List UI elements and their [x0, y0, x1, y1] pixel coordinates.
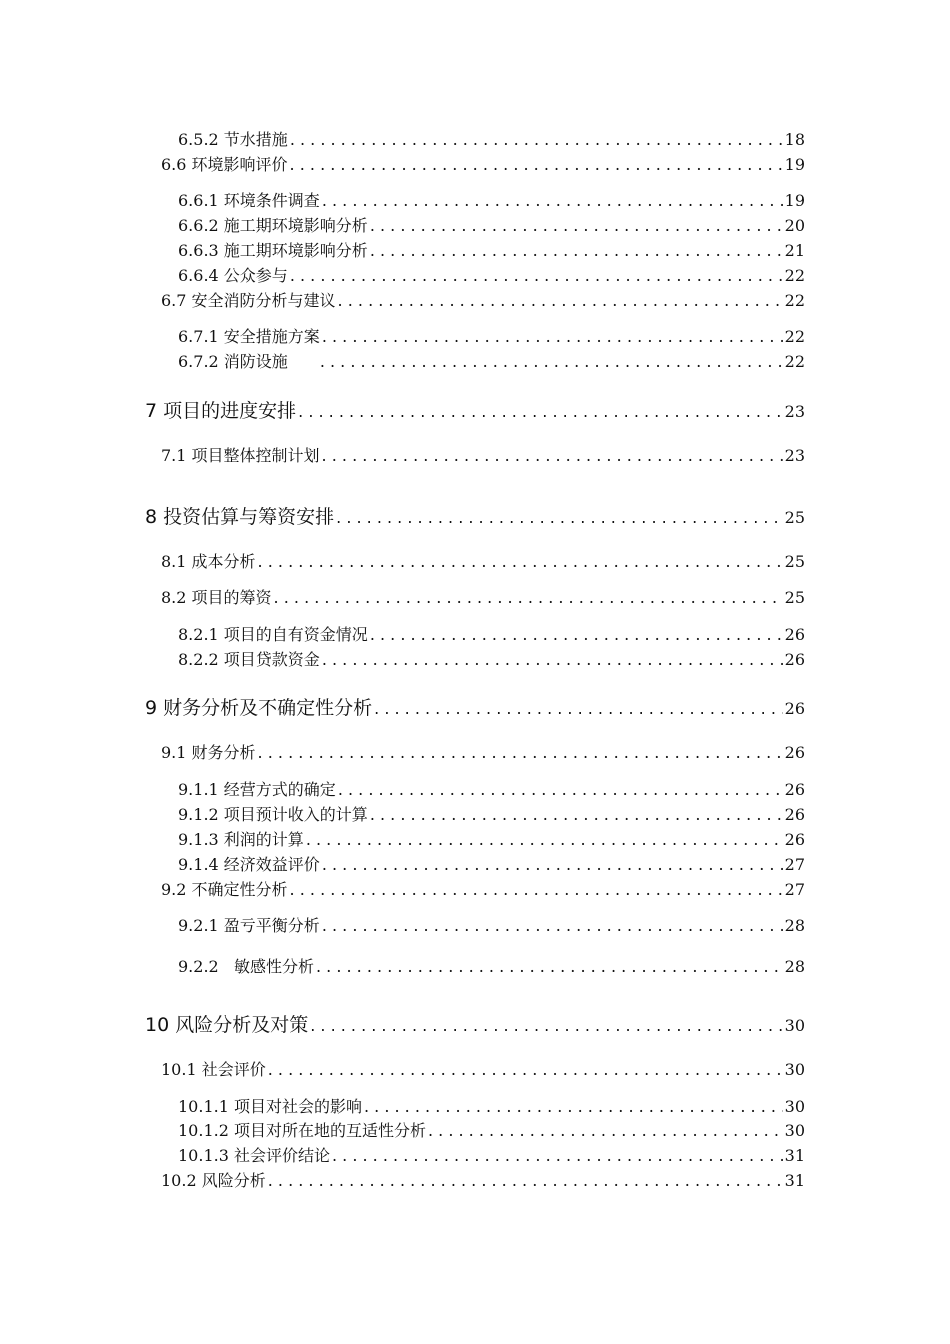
- toc-dot-leader: [370, 241, 783, 260]
- toc-entry-6-5-2[interactable]: [178, 127, 805, 150]
- toc-entry-label: 10.2 风险分析: [161, 1171, 266, 1190]
- toc-entry-9-1-4[interactable]: [178, 852, 805, 875]
- toc-entry-8-2-1[interactable]: [178, 622, 805, 645]
- toc-entry-8[interactable]: [145, 502, 805, 529]
- toc-entry-label: 10.1.1 项目对社会的影响: [178, 1097, 362, 1116]
- toc-dot-leader: [332, 1146, 783, 1165]
- toc-dot-leader: [274, 588, 783, 607]
- toc-dot-leader: [290, 130, 783, 149]
- toc-page-number: 27: [784, 855, 805, 874]
- toc-entry-label: 9 财务分析及不确定性分析: [145, 697, 373, 719]
- toc-dot-leader: [338, 291, 783, 310]
- toc-page-number: 26: [784, 625, 805, 644]
- toc-entry-label: 6.6.3 施工期环境影响分析: [178, 241, 368, 260]
- toc-page-number: 21: [784, 241, 805, 260]
- toc-entry-label: 9.2.1 盈亏平衡分析: [178, 916, 320, 935]
- toc-entry-label: 6.6.4 公众参与: [178, 266, 288, 285]
- toc-dot-leader: [370, 216, 783, 235]
- toc-entry-9-2-1[interactable]: [178, 913, 805, 936]
- toc-page-number: 26: [784, 743, 805, 762]
- toc-entry-label: 7.1 项目整体控制计划: [161, 446, 320, 465]
- toc-entry-label: 8.2.2 项目贷款资金: [178, 650, 320, 669]
- toc-entry-6-7-2[interactable]: [178, 349, 805, 372]
- toc-dot-leader: [428, 1121, 783, 1140]
- toc-entry-8-2[interactable]: [161, 585, 805, 608]
- toc-dot-leader: [322, 327, 783, 346]
- toc-entry-9-2[interactable]: [161, 877, 805, 900]
- toc-entry-9-1-3[interactable]: [178, 827, 805, 850]
- toc-dot-leader: [338, 780, 783, 799]
- toc-entry-10-2[interactable]: [161, 1168, 805, 1191]
- toc-entry-10-1-3[interactable]: [178, 1143, 805, 1166]
- toc-page-number: 28: [784, 957, 805, 976]
- toc-entry-label: 9.1 财务分析: [161, 743, 256, 762]
- toc-page-number: 22: [784, 291, 805, 310]
- toc-entry-label: 9.2.2 敏感性分析: [178, 957, 314, 976]
- toc-entry-label: 8.1 成本分析: [161, 552, 256, 571]
- toc-entry-9-2-2[interactable]: [178, 954, 805, 977]
- toc-entry-6-6-1[interactable]: [178, 188, 805, 211]
- toc-entry-label: 6.6 环境影响评价: [161, 155, 288, 174]
- toc-entry-label: 6.6.1 环境条件调查: [178, 191, 320, 210]
- toc-page-number: 30: [784, 1016, 805, 1035]
- toc-entry-label: 10 风险分析及对策: [145, 1014, 309, 1036]
- toc-dot-leader: [290, 266, 783, 285]
- toc-page-number: 27: [784, 880, 805, 899]
- toc-entry-7[interactable]: [145, 396, 805, 423]
- toc-page-number: 26: [784, 780, 805, 799]
- toc-entry-label: 8.2.1 项目的自有资金情况: [178, 625, 368, 644]
- toc-page-number: 22: [784, 327, 805, 346]
- toc-dot-leader: [316, 957, 783, 976]
- toc-dot-leader: [306, 830, 783, 849]
- toc-entry-9[interactable]: [145, 693, 805, 720]
- toc-page-number: 19: [784, 155, 805, 174]
- toc-entry-6-6-4[interactable]: [178, 263, 805, 286]
- toc-entry-8-2-2[interactable]: [178, 647, 805, 670]
- toc-page-number: 26: [784, 805, 805, 824]
- toc-page-number: 23: [784, 402, 805, 421]
- toc-entry-10[interactable]: [145, 1010, 805, 1037]
- toc-entry-label: 6.5.2 节水措施: [178, 130, 288, 149]
- toc-page-number: 28: [784, 916, 805, 935]
- toc-entry-label: 7 项目的进度安排: [145, 400, 297, 422]
- toc-dot-leader: [320, 352, 783, 371]
- toc-entry-label: 10.1.3 社会评价结论: [178, 1146, 330, 1165]
- toc-page-number: 19: [784, 191, 805, 210]
- toc-entry-9-1[interactable]: [161, 740, 805, 763]
- toc-entry-label: 8 投资估算与筹资安排: [145, 506, 335, 528]
- toc-page-number: 30: [784, 1097, 805, 1116]
- toc-entry-10-1-2[interactable]: [178, 1118, 805, 1141]
- toc-page-number: 22: [784, 352, 805, 371]
- toc-entry-7-1[interactable]: [161, 443, 805, 466]
- toc-entry-label: 6.6.2 施工期环境影响分析: [178, 216, 368, 235]
- toc-page-number: 26: [784, 650, 805, 669]
- toc-dot-leader: [322, 650, 783, 669]
- toc-page-number: 31: [784, 1171, 805, 1190]
- toc-dot-leader: [268, 1060, 783, 1079]
- toc-page-number: 26: [784, 699, 805, 718]
- toc-entry-label: 9.1.3 利润的计算: [178, 830, 304, 849]
- toc-page-number: 25: [784, 552, 805, 571]
- toc-entry-label: 10.1 社会评价: [161, 1060, 266, 1079]
- toc-entry-label: 9.1.2 项目预计收入的计算: [178, 805, 368, 824]
- toc-entry-label: 8.2 项目的筹资: [161, 588, 272, 607]
- toc-dot-leader: [290, 155, 783, 174]
- toc-page-number: 30: [784, 1060, 805, 1079]
- toc-page-number: 20: [784, 216, 805, 235]
- toc-dot-leader: [374, 699, 783, 718]
- toc-entry-6-7-1[interactable]: [178, 324, 805, 347]
- toc-dot-leader: [290, 880, 783, 899]
- toc-dot-leader: [370, 805, 783, 824]
- toc-page-number: 25: [784, 588, 805, 607]
- toc-entry-6-6-2[interactable]: [178, 213, 805, 236]
- toc-dot-leader: [258, 552, 783, 571]
- toc-dot-leader: [322, 916, 783, 935]
- toc-page-number: 31: [784, 1146, 805, 1165]
- toc-page-number: 30: [784, 1121, 805, 1140]
- toc-dot-leader: [258, 743, 783, 762]
- toc-entry-10-1-1[interactable]: [178, 1094, 805, 1117]
- toc-page-number: 26: [784, 830, 805, 849]
- toc-entry-label: 6.7.2 消防设施: [178, 352, 288, 371]
- toc-page-number: 23: [784, 446, 805, 465]
- toc-dot-leader: [322, 446, 783, 465]
- toc-page-number: 22: [784, 266, 805, 285]
- toc-entry-label: 6.7 安全消防分析与建议: [161, 291, 336, 310]
- toc-entry-label: 9.1.1 经营方式的确定: [178, 780, 336, 799]
- toc-dot-leader: [268, 1171, 783, 1190]
- toc-dot-leader: [322, 191, 783, 210]
- toc-entry-label: 9.1.4 经济效益评价: [178, 855, 320, 874]
- toc-entry-10-1[interactable]: [161, 1057, 805, 1080]
- toc-entry-9-1-2[interactable]: [178, 802, 805, 825]
- toc-entry-label: 10.1.2 项目对所在地的互适性分析: [178, 1121, 426, 1140]
- toc-page-number: 25: [784, 508, 805, 527]
- toc-dot-leader: [336, 508, 783, 527]
- toc-entry-6-6-3[interactable]: [178, 238, 805, 261]
- toc-entry-8-1[interactable]: [161, 549, 805, 572]
- toc-entry-6-6[interactable]: [161, 152, 805, 175]
- toc-entry-6-7[interactable]: [161, 288, 805, 311]
- toc-entry-label: 9.2 不确定性分析: [161, 880, 288, 899]
- toc-entry-9-1-1[interactable]: [178, 777, 805, 800]
- toc-dot-leader: [364, 1097, 783, 1116]
- toc-entry-label: 6.7.1 安全措施方案: [178, 327, 320, 346]
- toc-dot-leader: [322, 855, 783, 874]
- toc-dot-leader: [310, 1016, 782, 1035]
- toc-dot-leader: [370, 625, 783, 644]
- toc-page-number: 18: [784, 130, 805, 149]
- toc-dot-leader: [298, 402, 783, 421]
